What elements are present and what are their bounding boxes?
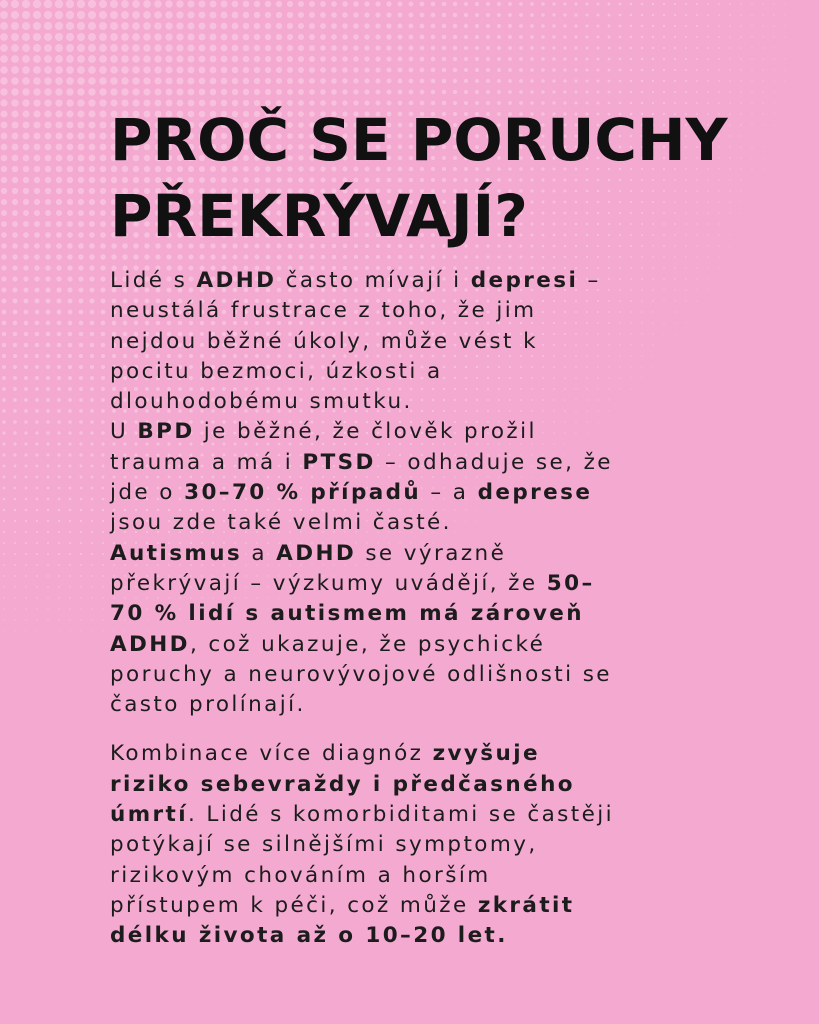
text-segment: rizikovým chováním a horším [110, 862, 491, 888]
text-segment: neustálá frustrace z toho, že jim [110, 298, 537, 324]
text-line [110, 296, 750, 326]
bold-text: ADHD [196, 268, 277, 293]
text-segment: Lidé s [110, 268, 197, 293]
text-segment: je běžné, že člověk prožil [194, 419, 537, 445]
text-segment: U [110, 419, 138, 445]
bold-text: 50– [546, 570, 595, 596]
text-segment: často mívají i [276, 268, 471, 293]
text-segment: pocitu bezmoci, úzkosti a [110, 358, 443, 384]
text-line [110, 539, 750, 569]
text-line [110, 891, 750, 921]
text-line [110, 478, 750, 508]
text-line [110, 861, 750, 891]
text-line [110, 770, 750, 800]
bold-text: deprese [477, 480, 593, 506]
bold-text: 30–70 % případů [184, 480, 422, 506]
text-line [110, 921, 750, 951]
text-segment: poruchy a neurovývojové odlišnosti se [110, 661, 612, 687]
body-text [110, 266, 750, 952]
bold-text: délku života až o 10–20 let. [110, 923, 508, 949]
text-line [110, 508, 750, 538]
text-segment: Kombinace více diagnóz [110, 741, 433, 767]
text-line [110, 387, 750, 417]
text-segment: překrývají – výzkumy uvádějí, že [110, 570, 547, 596]
text-segment: nejdou běžné úkoly, může vést k [110, 328, 538, 354]
text-segment: potýkají se silnějšími symptomy, [110, 832, 538, 858]
bold-text: PTSD [302, 449, 376, 475]
text-segment: přístupem k péči, což může [110, 892, 478, 918]
title-line-1: PROČ SE PORUCHY [110, 106, 728, 174]
text-segment: – odhaduje se, že [375, 449, 613, 475]
text-segment: – a [421, 480, 478, 506]
bold-text: zkrátit [477, 892, 575, 918]
text-segment: jsou zde také velmi časté. [110, 510, 452, 536]
text-segment: se výrazně [356, 540, 507, 566]
text-line [110, 800, 750, 830]
bold-text: BPD [137, 419, 195, 445]
text-line [110, 739, 750, 769]
paragraph-gap [110, 720, 750, 739]
bold-text: ADHD [110, 631, 190, 657]
bold-text: úmrtí [110, 802, 188, 828]
text-segment: dlouhodobému smutku. [110, 389, 413, 415]
text-line [110, 660, 750, 690]
text-segment: trauma a má i [110, 449, 303, 475]
bold-text: depresi [470, 268, 579, 293]
bold-text: riziko sebevraždy i předčasného [110, 771, 575, 797]
text-line [110, 357, 750, 387]
title-line-2: PŘEKRÝVAJÍ? [110, 182, 528, 250]
text-segment: , což ukazuje, že psychické [189, 631, 546, 657]
bold-text: Autismus [110, 540, 243, 566]
bold-text: zvyšuje [432, 741, 540, 767]
text-segment: . Lidé s komorbiditami se častěji [187, 802, 614, 828]
bold-text: ADHD [276, 540, 357, 566]
text-line [110, 327, 750, 357]
article [110, 102, 750, 952]
text-segment: jde o [110, 480, 185, 506]
text-line [110, 417, 750, 447]
text-segment: a [242, 540, 277, 566]
text-segment: – [578, 268, 601, 293]
text-line [110, 599, 750, 629]
text-line [110, 630, 750, 660]
text-line [110, 266, 750, 296]
text-line [110, 569, 750, 599]
text-line [110, 690, 750, 720]
text-line [110, 830, 750, 860]
text-line [110, 448, 750, 478]
bold-text: 70 % lidí s autismem má zároveň [110, 601, 584, 627]
text-segment: často prolínají. [110, 692, 306, 718]
page-title [110, 102, 750, 254]
